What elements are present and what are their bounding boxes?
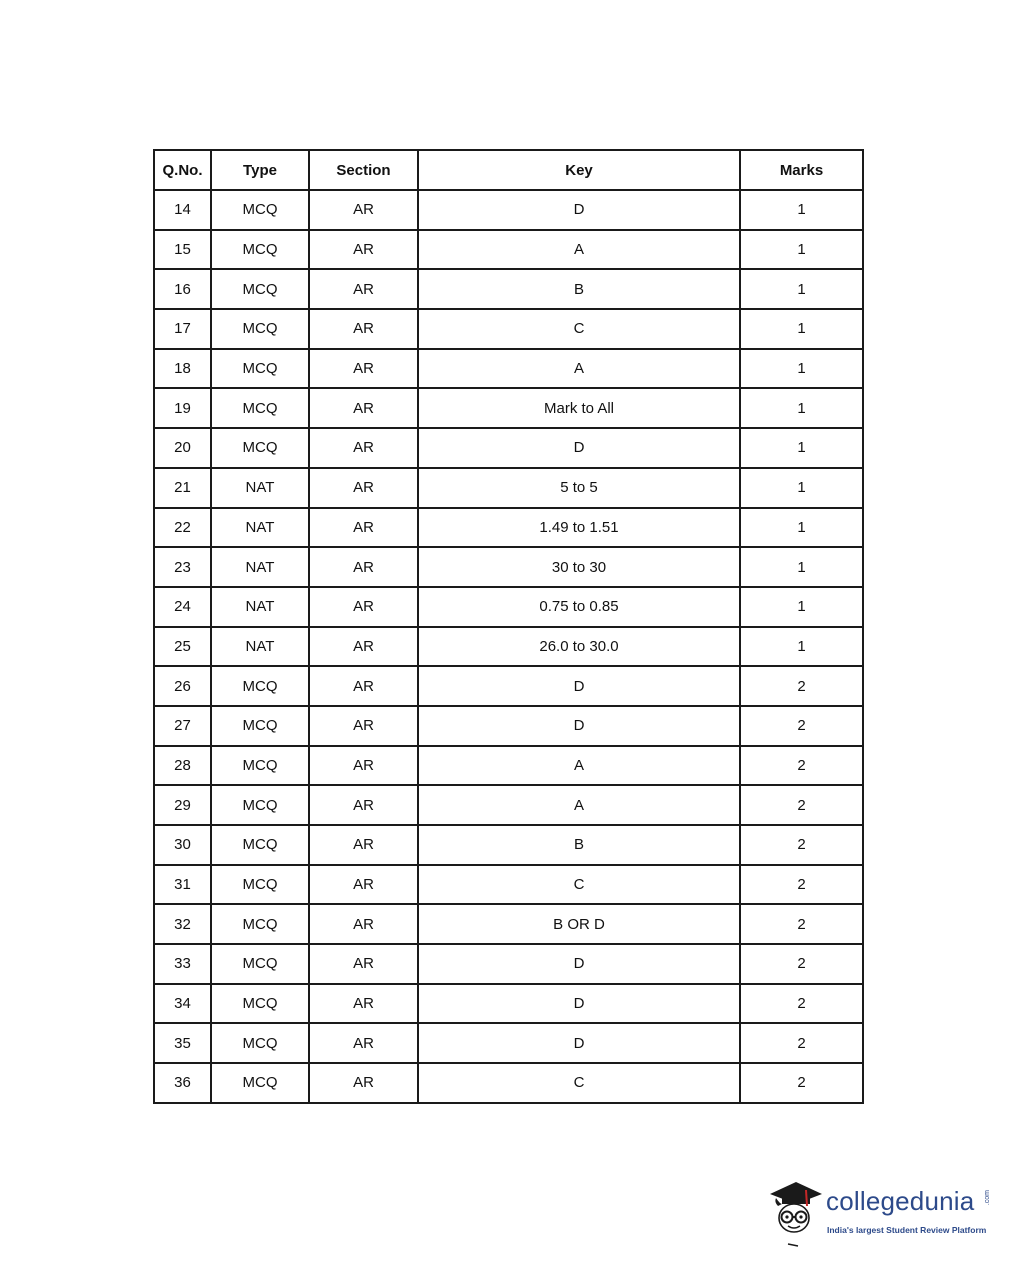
cell-key: 26.0 to 30.0 — [418, 627, 740, 667]
cell-type: MCQ — [211, 825, 309, 865]
table-row — [154, 984, 863, 1024]
cell-qno: 29 — [154, 785, 211, 825]
cell-type: NAT — [211, 587, 309, 627]
cell-key: 0.75 to 0.85 — [418, 587, 740, 627]
cell-section: AR — [309, 1063, 418, 1103]
table-row — [154, 944, 863, 984]
cell-qno: 26 — [154, 666, 211, 706]
cell-section: AR — [309, 508, 418, 548]
cell-marks: 1 — [740, 230, 863, 270]
cell-marks: 1 — [740, 627, 863, 667]
cell-key: C — [418, 309, 740, 349]
collegedunia-logo — [766, 1176, 996, 1248]
cell-key: B — [418, 269, 740, 309]
cell-marks: 2 — [740, 825, 863, 865]
cell-section: AR — [309, 904, 418, 944]
table-row — [154, 785, 863, 825]
cell-marks: 1 — [740, 269, 863, 309]
table-row — [154, 666, 863, 706]
header-key: Key — [418, 150, 740, 190]
cell-marks: 1 — [740, 190, 863, 230]
cell-section: AR — [309, 547, 418, 587]
cell-key: 1.49 to 1.51 — [418, 508, 740, 548]
cell-qno: 15 — [154, 230, 211, 270]
cell-key: D — [418, 666, 740, 706]
table-row — [154, 1023, 863, 1063]
cell-type: MCQ — [211, 349, 309, 389]
cell-marks: 1 — [740, 349, 863, 389]
table-row — [154, 468, 863, 508]
cell-section: AR — [309, 746, 418, 786]
cell-section: AR — [309, 468, 418, 508]
cell-section: AR — [309, 984, 418, 1024]
table-row — [154, 865, 863, 905]
cell-key: B OR D — [418, 904, 740, 944]
cell-qno: 31 — [154, 865, 211, 905]
table-row — [154, 904, 863, 944]
cell-marks: 2 — [740, 706, 863, 746]
cell-marks: 2 — [740, 746, 863, 786]
cell-section: AR — [309, 944, 418, 984]
brand-name: collegedunia — [826, 1186, 975, 1216]
cell-qno: 20 — [154, 428, 211, 468]
cell-marks: 2 — [740, 1063, 863, 1103]
cell-marks: 1 — [740, 547, 863, 587]
cell-qno: 32 — [154, 904, 211, 944]
cell-key: D — [418, 428, 740, 468]
cell-qno: 14 — [154, 190, 211, 230]
cell-key: 5 to 5 — [418, 468, 740, 508]
cell-marks: 2 — [740, 865, 863, 905]
cell-type: MCQ — [211, 666, 309, 706]
cell-type: NAT — [211, 508, 309, 548]
cell-key: 30 to 30 — [418, 547, 740, 587]
cell-section: AR — [309, 269, 418, 309]
cell-qno: 27 — [154, 706, 211, 746]
cell-key: D — [418, 190, 740, 230]
cell-type: MCQ — [211, 269, 309, 309]
cell-marks: 1 — [740, 587, 863, 627]
cell-qno: 28 — [154, 746, 211, 786]
cell-section: AR — [309, 825, 418, 865]
brand-suffix: .com — [984, 1190, 991, 1206]
cell-key: D — [418, 984, 740, 1024]
cell-key: B — [418, 825, 740, 865]
cell-section: AR — [309, 785, 418, 825]
cell-marks: 2 — [740, 1023, 863, 1063]
cell-type: NAT — [211, 627, 309, 667]
cell-marks: 1 — [740, 468, 863, 508]
answer-key-table — [153, 149, 864, 1104]
cell-type: NAT — [211, 468, 309, 508]
cell-type: MCQ — [211, 230, 309, 270]
table-row — [154, 706, 863, 746]
cell-section: AR — [309, 230, 418, 270]
cell-section: AR — [309, 627, 418, 667]
cell-key: C — [418, 1063, 740, 1103]
cell-section: AR — [309, 190, 418, 230]
cell-section: AR — [309, 865, 418, 905]
table-row — [154, 547, 863, 587]
cell-qno: 21 — [154, 468, 211, 508]
table-row — [154, 309, 863, 349]
cell-qno: 19 — [154, 388, 211, 428]
table-row — [154, 746, 863, 786]
cell-key: A — [418, 230, 740, 270]
cell-qno: 18 — [154, 349, 211, 389]
cell-key: D — [418, 944, 740, 984]
table-header — [154, 150, 863, 190]
cell-qno: 25 — [154, 627, 211, 667]
cell-marks: 2 — [740, 984, 863, 1024]
cell-key: A — [418, 349, 740, 389]
cell-marks: 2 — [740, 944, 863, 984]
cell-type: MCQ — [211, 746, 309, 786]
table-row — [154, 508, 863, 548]
header-marks: Marks — [740, 150, 863, 190]
cell-type: MCQ — [211, 706, 309, 746]
cell-section: AR — [309, 309, 418, 349]
table-row — [154, 230, 863, 270]
student-mascot-icon — [766, 1176, 824, 1248]
cell-type: MCQ — [211, 388, 309, 428]
table-row — [154, 587, 863, 627]
cell-type: MCQ — [211, 984, 309, 1024]
cell-type: NAT — [211, 547, 309, 587]
cell-key: Mark to All — [418, 388, 740, 428]
cell-key: C — [418, 865, 740, 905]
cell-key: D — [418, 1023, 740, 1063]
cell-key: A — [418, 746, 740, 786]
cell-qno: 22 — [154, 508, 211, 548]
cell-key: A — [418, 785, 740, 825]
cell-section: AR — [309, 706, 418, 746]
header-type: Type — [211, 150, 309, 190]
cell-section: AR — [309, 666, 418, 706]
cell-qno: 24 — [154, 587, 211, 627]
table-row — [154, 428, 863, 468]
cell-type: MCQ — [211, 904, 309, 944]
cell-qno: 36 — [154, 1063, 211, 1103]
cell-qno: 30 — [154, 825, 211, 865]
cell-qno: 35 — [154, 1023, 211, 1063]
cell-qno: 34 — [154, 984, 211, 1024]
cell-section: AR — [309, 1023, 418, 1063]
cell-key: D — [418, 706, 740, 746]
cell-qno: 33 — [154, 944, 211, 984]
cell-marks: 2 — [740, 904, 863, 944]
header-qno: Q.No. — [154, 150, 211, 190]
table-row — [154, 1063, 863, 1103]
table-row — [154, 627, 863, 667]
header-section: Section — [309, 150, 418, 190]
cell-qno: 17 — [154, 309, 211, 349]
table-row — [154, 825, 863, 865]
cell-marks: 1 — [740, 508, 863, 548]
cell-marks: 2 — [740, 785, 863, 825]
cell-section: AR — [309, 388, 418, 428]
table-body — [154, 190, 863, 1103]
table-row — [154, 388, 863, 428]
cell-type: MCQ — [211, 309, 309, 349]
table-row — [154, 190, 863, 230]
cell-marks: 1 — [740, 309, 863, 349]
cell-type: MCQ — [211, 865, 309, 905]
cell-type: MCQ — [211, 1063, 309, 1103]
cell-section: AR — [309, 349, 418, 389]
header-row — [154, 150, 863, 190]
brand-tagline: India's largest Student Review Platform — [827, 1225, 987, 1235]
cell-type: MCQ — [211, 944, 309, 984]
cell-qno: 23 — [154, 547, 211, 587]
table-row — [154, 269, 863, 309]
cell-section: AR — [309, 428, 418, 468]
cell-marks: 1 — [740, 428, 863, 468]
cell-type: MCQ — [211, 190, 309, 230]
cell-marks: 1 — [740, 388, 863, 428]
cell-type: MCQ — [211, 1023, 309, 1063]
cell-section: AR — [309, 587, 418, 627]
cell-type: MCQ — [211, 428, 309, 468]
table-row — [154, 349, 863, 389]
cell-qno: 16 — [154, 269, 211, 309]
cell-marks: 2 — [740, 666, 863, 706]
cell-type: MCQ — [211, 785, 309, 825]
